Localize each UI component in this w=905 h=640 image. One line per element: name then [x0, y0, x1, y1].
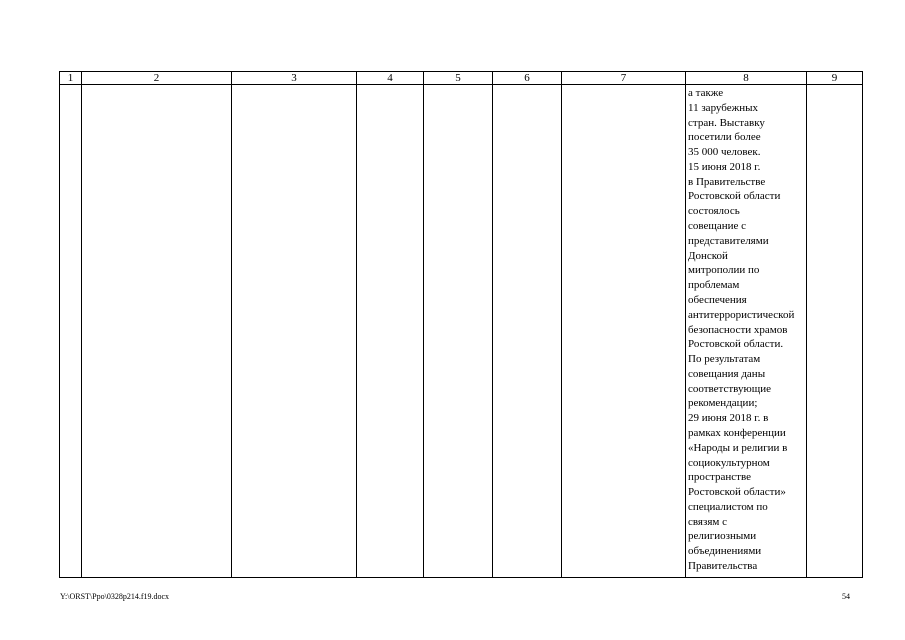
column-header-4: 4: [357, 72, 424, 85]
cell-text-line: социокультурном: [688, 456, 770, 469]
cell-text-line: Правительства: [688, 560, 758, 572]
table-cell-col1: [60, 85, 82, 578]
cell-text-line: Донской: [688, 249, 728, 262]
column-header-8: 8: [686, 72, 807, 85]
cell-text-line: антитеррористической: [688, 308, 795, 321]
column-header-1: 1: [60, 72, 82, 85]
table-cell-col6: [493, 85, 562, 578]
table-cell-col3: [232, 85, 357, 578]
table-cell-col2: [82, 85, 232, 578]
cell-text-line: рамках конференции: [688, 426, 786, 439]
cell-text-line: 11 зарубежных: [688, 101, 758, 114]
data-table: [59, 71, 863, 578]
cell-text-line: пространстве: [688, 471, 751, 484]
cell-text-line: проблемам: [688, 279, 740, 292]
footer-file-path: Y:\ORST\Ppo\0328p214.f19.docx: [60, 592, 170, 601]
table-cell-col8: [686, 85, 807, 578]
column-header-5: 5: [424, 72, 493, 85]
cell-text-line: Ростовской области: [688, 190, 781, 203]
cell-text-line: Ростовской области.: [688, 338, 784, 351]
cell-text-line: а также: [688, 87, 724, 99]
cell-text-line: безопасности храмов: [688, 323, 788, 336]
cell-text-line: объединениями: [688, 545, 762, 558]
cell-text-line: соответствующие: [688, 382, 771, 395]
cell-text-line: связям с: [688, 515, 727, 528]
table-cell-col7: [562, 85, 686, 578]
header-row: [60, 72, 863, 85]
cell-text-line: стран. Выставку: [688, 116, 765, 129]
column-header-2: 2: [82, 72, 232, 85]
cell-text-line: «Народы и религии в: [688, 441, 788, 454]
cell-text-line: совещание с: [688, 220, 747, 233]
cell-text-line: 29 июня 2018 г. в: [688, 412, 769, 425]
cell-text-line: 35 000 человек.: [688, 146, 761, 159]
cell-text-line: митрополии по: [688, 264, 760, 277]
table-row: [60, 85, 863, 578]
cell-text-line: религиозными: [688, 530, 757, 543]
column-header-9: 9: [807, 72, 863, 85]
cell-text-line: рекомендации;: [688, 397, 758, 410]
cell-text-block: [686, 85, 806, 574]
column-header-3: 3: [232, 72, 357, 85]
table-cell-col4: [357, 85, 424, 578]
cell-text-line: состоялось: [688, 205, 740, 218]
cell-text-line: специалистом по: [688, 500, 768, 513]
cell-text-line: обеспечения: [688, 293, 747, 306]
footer-page-number: 54: [842, 592, 850, 601]
cell-text-line: посетили более: [688, 131, 761, 144]
cell-text-line: представителями: [688, 234, 769, 247]
table-cell-col5: [424, 85, 493, 578]
column-header-7: 7: [562, 72, 686, 85]
table-cell-col9: [807, 85, 863, 578]
cell-text-line: совещания даны: [688, 367, 766, 380]
cell-text-line: в Правительстве: [688, 175, 766, 188]
cell-text-line: Ростовской области»: [688, 486, 786, 499]
cell-text-line: 15 июня 2018 г.: [688, 160, 761, 173]
column-header-6: 6: [493, 72, 562, 85]
cell-text-line: По результатам: [688, 353, 761, 366]
